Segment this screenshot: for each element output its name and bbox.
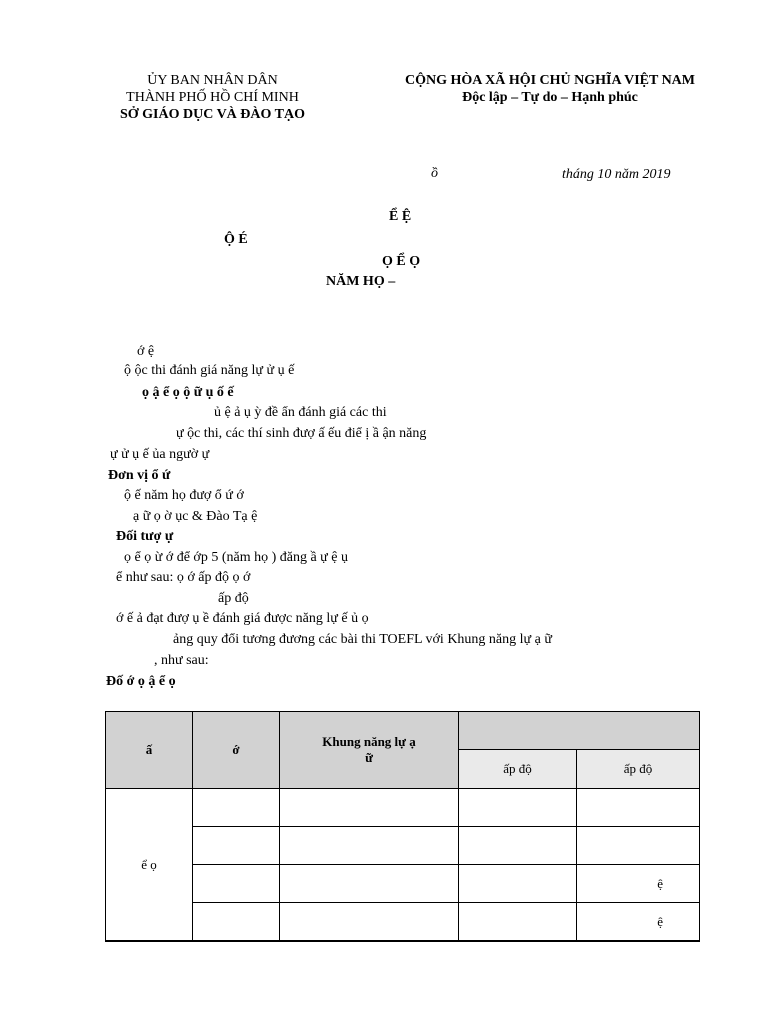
table-cell [459, 827, 577, 865]
title-line-1: Ể Ệ [389, 209, 412, 224]
table-row [106, 789, 700, 827]
agency-line-1: ỦY BAN NHÂN DÂN [147, 73, 278, 88]
table-cell [280, 903, 459, 942]
table-row [106, 865, 700, 903]
body-line-12: ể như sau: ọ ớ ấp độ ọ ớ [116, 570, 251, 585]
body-line-15: ảng quy đổi tương đương các bài thi TOEFL với Khung năng lự ạ ữ [173, 632, 552, 647]
table-cell [280, 827, 459, 865]
table-cell [193, 865, 280, 903]
table-cell [577, 789, 700, 827]
left-header [100, 72, 325, 123]
right-header [385, 72, 715, 106]
section-organizer-heading: Đơn vị ổ ứ [108, 468, 171, 483]
body-line-6: ự ử ụ ế ủa ngườ ự [110, 447, 210, 462]
header-cell-level: ấ [106, 712, 193, 789]
body-line-8: ộ ế năm họ đượ ổ ứ ớ [124, 488, 244, 503]
table-cell [459, 903, 577, 942]
group-label-cell: ể ọ [106, 789, 193, 942]
body-line-9: ạ ữ ọ ờ ục & Đào Tạ ệ [133, 509, 258, 524]
body-line-16: , như sau: [154, 653, 209, 668]
cell-note: ệ [657, 875, 663, 891]
table-caption: Đố ớ ọ ậ ể ọ [106, 674, 176, 689]
national-motto: Độc lập – Tự do – Hạnh phúc [462, 90, 638, 105]
table-row [106, 903, 700, 942]
header-cell-scores [459, 712, 700, 750]
body-line-1: ớ ệ [137, 344, 155, 359]
body-line-5: ự ộc thi, các thí sinh đượ ấ ếu điể ị ầ ận năng [176, 426, 427, 441]
body-line-14: ớ ế ả đạt đượ ụ ề đánh giá được năng lự ế ủ ọ [116, 611, 369, 626]
framework-header-line-2: ữ [365, 750, 373, 765]
table-cell [577, 865, 700, 903]
national-title: CỘNG HÒA XÃ HỘI CHỦ NGHĨA VIỆT NAM [404, 73, 695, 88]
table-cell [193, 827, 280, 865]
agency-line-2: THÀNH PHỐ HỒ CHÍ MINH [126, 90, 299, 105]
header-cell-grade: ớ [193, 712, 280, 789]
header-cell-framework [280, 712, 459, 789]
date-text: tháng 10 năm 2019 [562, 167, 671, 182]
subheader-cell-a: ấp độ [459, 750, 577, 789]
section-participants-heading: Đối tượ ự [116, 529, 174, 544]
table-cell [280, 865, 459, 903]
table-cell [193, 903, 280, 942]
table-cell [193, 789, 280, 827]
title-line-2: Ộ É [224, 232, 248, 247]
table-cell [459, 789, 577, 827]
cell-note: ệ [657, 913, 663, 929]
table-cell [577, 903, 700, 942]
table-cell [577, 827, 700, 865]
framework-header-line-1: Khung năng lự ạ [322, 734, 416, 749]
title-line-3: Ọ Ể Ọ [382, 254, 421, 269]
body-line-4: ủ ệ ả ụ ỳ đề ẩn đánh giá các thi [214, 405, 387, 420]
date-place: ồ [431, 166, 438, 181]
body-line-11: ọ ể ọ ừ ớ để ớp 5 (năm họ ) đăng ầ ự ệ ụ [124, 550, 348, 565]
table-row [106, 827, 700, 865]
body-line-13: ấp độ [218, 591, 249, 606]
body-line-2: ộ ộc thi đánh giá năng lự ử ụ ế [124, 363, 295, 378]
table-header-row [106, 712, 700, 750]
agency-line-3: SỞ GIÁO DỤC VÀ ĐÀO TẠO [119, 107, 305, 122]
equivalence-table [105, 711, 700, 942]
title-line-4: NĂM HỌ – [326, 274, 396, 289]
subheader-cell-b: ấp độ [577, 750, 700, 789]
table-cell [280, 789, 459, 827]
body-line-3: ọ ậ ể ọ ộ ữ ụ ố ế [142, 385, 234, 400]
table-cell [459, 865, 577, 903]
